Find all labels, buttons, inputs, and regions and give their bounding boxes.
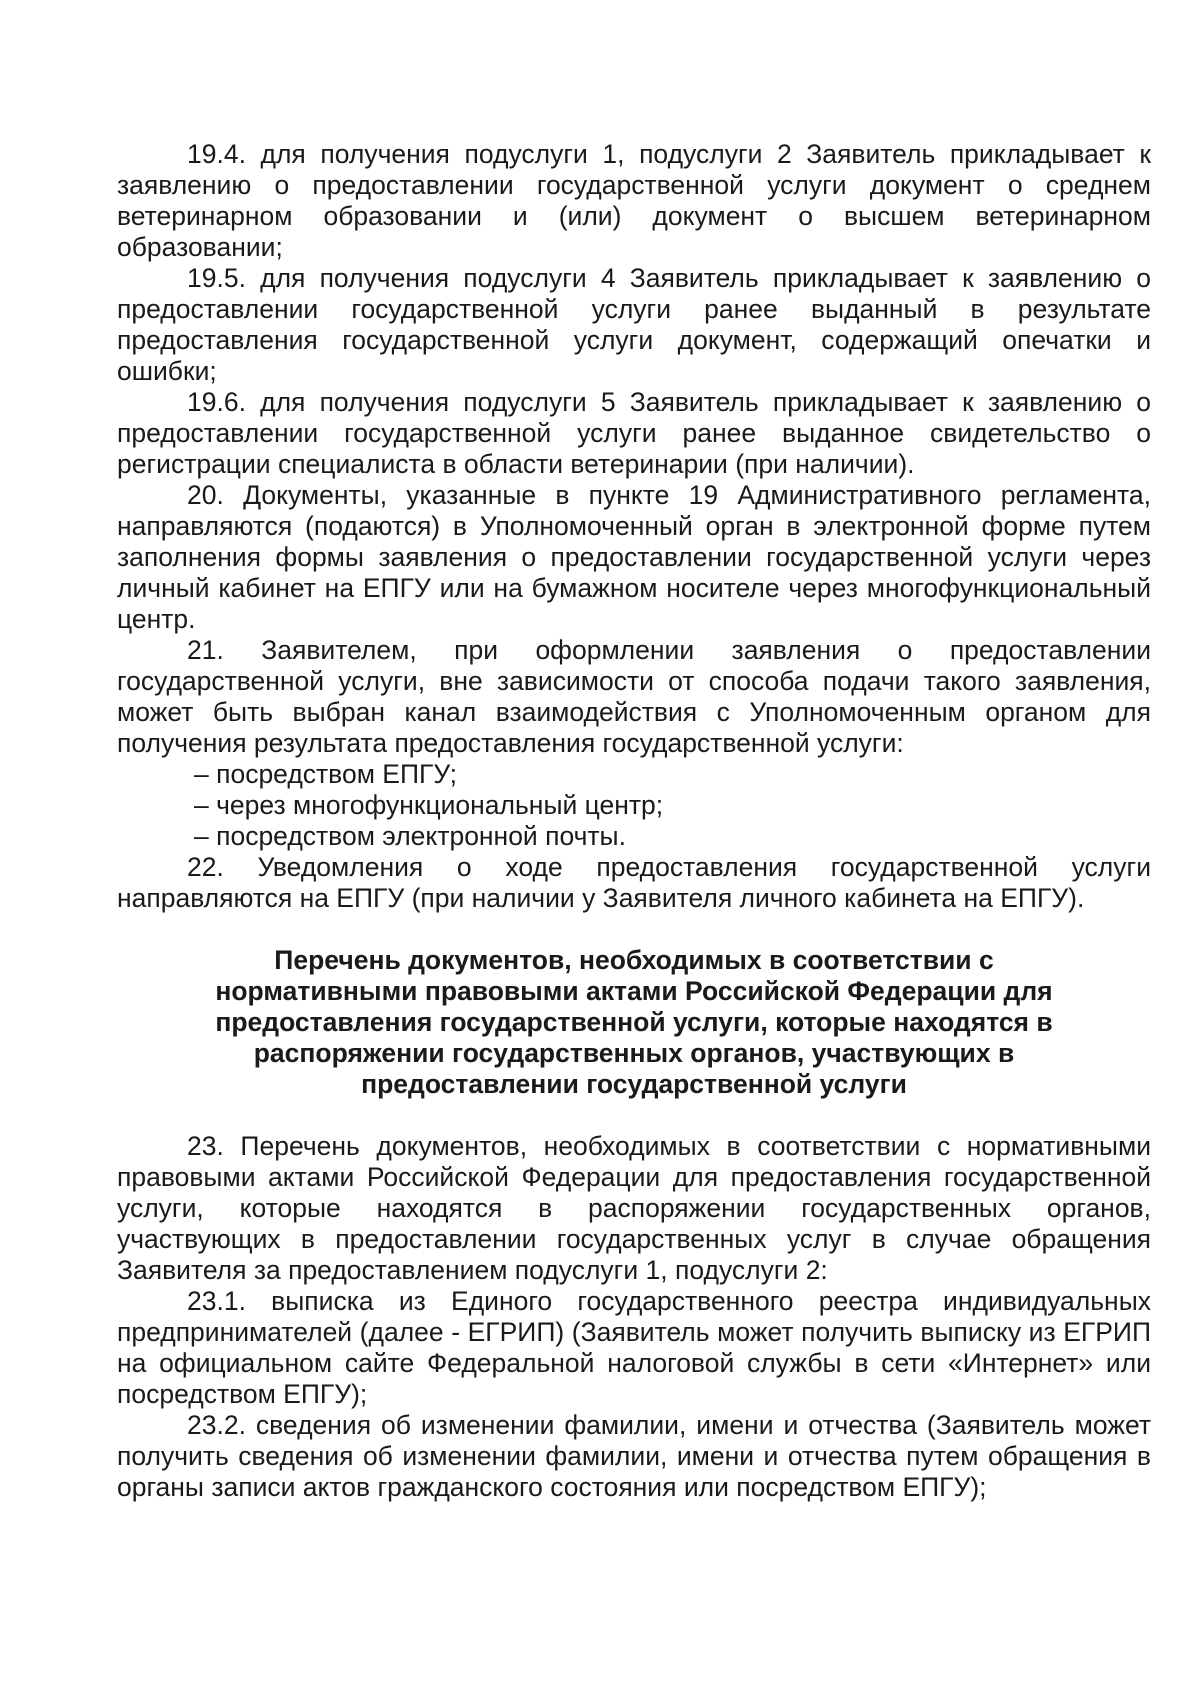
- paragraph-19-4: 19.4. для получения подуслуги 1, подуслуги 2 Заявитель прикладывает к заявлению о предоставлении государственной услуги документ о среднем ветеринарном образовании и (или) документ о высшем ветеринарном образовании;: [117, 139, 1151, 262]
- paragraph-19-5: 19.5. для получения подуслуги 4 Заявитель прикладывает к заявлению о предоставлении государственной услуги ранее выданный в результате предоставления государственной услуги документ, содержащий опечатки и ошибки;: [117, 263, 1151, 386]
- paragraph-20: 20. Документы, указанные в пункте 19 Административного регламента, направляются (подаются) в Уполномоченный орган в электронной форме путем заполнения формы заявления о предоставлении государственной услуги через личный кабинет на ЕПГУ или на бумажном носителе через многофункциональный центр.: [117, 480, 1151, 634]
- paragraph-23: 23. Перечень документов, необходимых в соответствии с нормативными правовыми актами Российской Федерации для предоставления государственной услуги, которые находятся в распоряжении государственных органов, участвующих в предоставлении государственных услуг в случае обращения Заявителя за предоставлением подуслуги 1, подуслуги 2:: [117, 1131, 1151, 1285]
- paragraph-19-6: 19.6. для получения подуслуги 5 Заявитель прикладывает к заявлению о предоставлении государственной услуги ранее выданное свидетельство о регистрации специалиста в области ветеринарии (при наличии).: [117, 387, 1151, 479]
- paragraph-21: 21. Заявителем, при оформлении заявления о предоставлении государственной услуги, вне зависимости от способа подачи такого заявления, может быть выбран канал взаимодействия с Уполномоченным органом для получения результата предоставления государственной услуги:: [117, 635, 1151, 758]
- list-item: – через многофункциональный центр;: [194, 790, 664, 820]
- paragraph-23-1: 23.1. выписка из Единого государственного реестра индивидуальных предпринимателей (далее - ЕГРИП) (Заявитель может получить выписку из ЕГРИП на официальном сайте Федеральной налоговой службы в сети «Интернет» или посредством ЕПГУ);: [117, 1286, 1151, 1409]
- list-item: – посредством ЕПГУ;: [194, 759, 457, 789]
- section-heading: Перечень документов, необходимых в соответствии с нормативными правовыми актами Российской Федерации для предоставления государственной услуги, которые находятся в распоряжении государственных органов, участвующих в предоставлении государственной услуги: [215, 945, 1053, 1099]
- channel-list: [117, 759, 1151, 852]
- document-page: [117, 139, 1151, 1503]
- paragraph-22: 22. Уведомления о ходе предоставления государственной услуги направляются на ЕПГУ (при наличии у Заявителя личного кабинета на ЕПГУ).: [117, 852, 1151, 913]
- paragraph-23-2: 23.2. сведения об изменении фамилии, имени и отчества (Заявитель может получить сведения об изменении фамилии, имени и отчества путем обращения в органы записи актов гражданского состояния или посредством ЕПГУ);: [117, 1410, 1151, 1502]
- list-item: – посредством электронной почты.: [194, 821, 626, 851]
